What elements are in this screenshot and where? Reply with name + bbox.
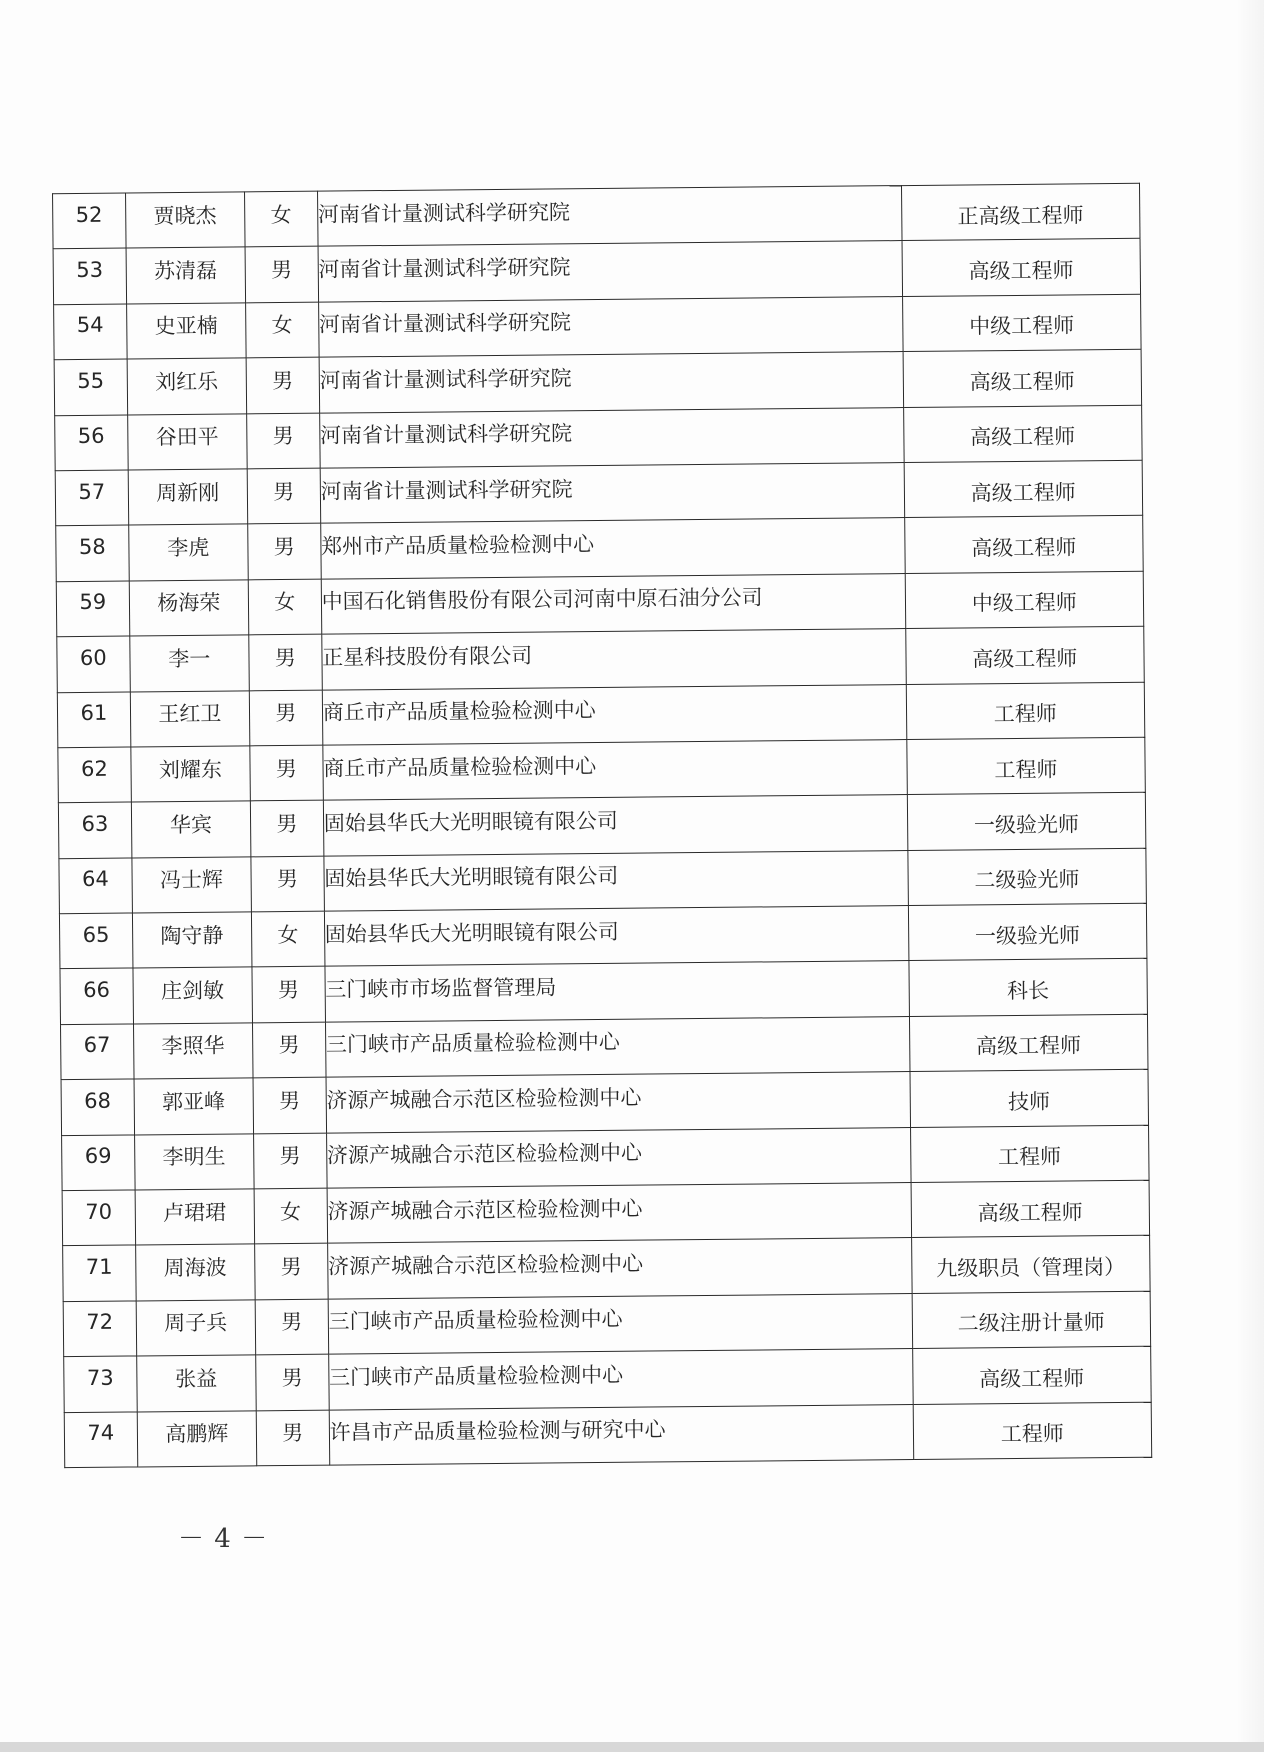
job-title-cell	[912, 1291, 1151, 1349]
person-sex: 男	[272, 424, 294, 449]
person-name-cell	[134, 1133, 254, 1190]
organization-cell	[327, 1238, 911, 1299]
person-name-cell	[129, 580, 249, 637]
row-number-cell	[61, 1024, 134, 1080]
job-title: 高级工程师	[975, 1033, 1082, 1059]
row-number: 64	[81, 866, 109, 892]
person-name: 华宾	[169, 812, 213, 838]
job-title-cell	[908, 903, 1147, 961]
person-name-cell	[130, 635, 250, 692]
person-name-cell	[132, 912, 252, 969]
person-sex-cell	[256, 1354, 329, 1410]
job-title-cell	[902, 239, 1141, 297]
person-name-cell	[126, 247, 246, 304]
person-name: 李照华	[161, 1034, 225, 1059]
person-sex: 男	[275, 701, 297, 726]
person-name: 张益	[175, 1366, 218, 1391]
person-name-cell	[128, 469, 248, 526]
person-name: 刘耀东	[158, 757, 223, 782]
organization-cell	[325, 961, 909, 1022]
organization: 商丘市产品质量检验检测中心	[322, 698, 596, 725]
row-number-cell	[64, 1356, 137, 1412]
table-row	[57, 626, 1144, 692]
person-name-cell	[133, 1023, 253, 1080]
organization-cell	[327, 1183, 911, 1244]
organization: 河南省计量测试科学研究院	[320, 476, 573, 504]
job-title-cell	[912, 1346, 1151, 1404]
person-sex-cell	[248, 579, 321, 635]
row-number: 72	[86, 1310, 114, 1335]
person-name-cell	[130, 690, 250, 747]
organization: 固始县华氏大光明眼镜有限公司	[323, 808, 618, 836]
personnel-table	[52, 183, 1152, 1468]
person-name: 王红卫	[158, 701, 222, 727]
row-number-cell	[58, 747, 131, 803]
person-name: 谷田平	[155, 424, 219, 450]
row-number: 73	[86, 1365, 114, 1390]
job-title: 高级工程师	[977, 1200, 1083, 1226]
table-row	[54, 349, 1141, 415]
row-number-cell	[62, 1135, 135, 1191]
person-sex-cell	[253, 1077, 326, 1133]
job-title-cell	[906, 737, 1145, 795]
table-row	[53, 183, 1140, 249]
organization: 三门峡市产品质量检验检测中心	[328, 1307, 623, 1335]
row-number-cell	[64, 1412, 137, 1468]
organization-cell	[322, 684, 906, 745]
person-name-cell	[134, 1078, 254, 1135]
table-row	[64, 1402, 1151, 1468]
row-number: 71	[85, 1254, 113, 1279]
row-number: 61	[80, 700, 108, 726]
organization-cell	[324, 850, 908, 911]
row-number: 68	[84, 1088, 112, 1113]
row-number-cell	[57, 692, 130, 748]
row-number: 63	[81, 811, 109, 836]
table-row	[63, 1236, 1150, 1302]
personnel-table-body	[53, 183, 1152, 1467]
row-number-cell	[61, 1079, 134, 1135]
person-sex: 女	[274, 590, 296, 615]
table-row	[64, 1346, 1151, 1412]
row-number-cell	[60, 968, 133, 1024]
table-row	[53, 239, 1140, 305]
organization-cell	[323, 795, 907, 856]
job-title: 高级工程师	[971, 535, 1077, 561]
organization-cell	[321, 573, 905, 634]
job-title-cell	[906, 682, 1145, 740]
organization: 中国石化销售股份有限公司河南中原石油分公司	[321, 585, 763, 614]
organization-cell	[324, 906, 908, 967]
organization: 河南省计量测试科学研究院	[319, 366, 572, 393]
person-name-cell	[128, 524, 248, 581]
person-name: 杨海荣	[157, 590, 221, 616]
person-sex-cell	[256, 1410, 329, 1466]
organization: 河南省计量测试科学研究院	[318, 255, 571, 282]
row-number: 58	[78, 534, 106, 559]
person-name: 卢珺珺	[163, 1200, 227, 1225]
organization: 固始县华氏大光明眼镜有限公司	[324, 919, 619, 947]
organization: 济源产城融合示范区检验检测中心	[326, 1085, 642, 1113]
person-name: 高鹏辉	[165, 1421, 229, 1447]
job-title-cell	[907, 793, 1146, 851]
organization-cell	[320, 518, 904, 579]
person-name-cell	[132, 857, 252, 914]
job-title-cell	[901, 183, 1140, 241]
job-title-cell	[905, 626, 1144, 684]
organization: 正星科技股份有限公司	[322, 643, 533, 670]
person-name-cell	[127, 358, 247, 415]
organization: 河南省计量测试科学研究院	[319, 421, 573, 448]
person-name-cell	[127, 413, 247, 470]
organization-cell	[326, 1127, 910, 1188]
person-name-cell	[133, 967, 253, 1024]
organization-cell	[328, 1293, 912, 1354]
job-title: 正高级工程师	[957, 202, 1084, 229]
person-sex: 男	[276, 867, 299, 892]
row-number: 52	[75, 202, 103, 227]
table-row	[56, 571, 1143, 637]
job-title-cell	[909, 959, 1148, 1017]
organization: 三门峡市产品质量检验检测中心	[328, 1362, 624, 1390]
person-sex: 女	[277, 922, 299, 947]
person-name-cell	[135, 1244, 255, 1301]
job-title: 高级工程师	[979, 1366, 1085, 1392]
person-name: 陶守静	[160, 923, 224, 948]
person-sex: 男	[281, 1365, 303, 1390]
job-title: 一级验光师	[974, 923, 1081, 949]
organization-cell	[328, 1349, 912, 1410]
row-number-cell	[63, 1301, 136, 1357]
person-sex: 男	[270, 257, 293, 283]
job-title: 工程师	[997, 1144, 1062, 1170]
row-number-cell	[53, 193, 126, 249]
person-sex: 男	[277, 977, 300, 1003]
organization-cell	[319, 407, 903, 468]
person-sex: 女	[271, 313, 293, 338]
person-name-cell	[136, 1355, 256, 1412]
job-title: 二级验光师	[974, 867, 1080, 893]
job-title: 高级工程师	[969, 369, 1075, 395]
row-number: 57	[78, 479, 106, 504]
job-title: 中级工程师	[969, 313, 1075, 339]
row-number: 60	[79, 645, 107, 670]
job-title-cell	[911, 1180, 1150, 1238]
table-row	[63, 1291, 1150, 1357]
row-number-cell	[55, 470, 128, 526]
job-title: 九级职员（管理岗）	[936, 1254, 1126, 1281]
organization: 商丘市产品质量检验检测中心	[323, 753, 597, 781]
person-sex: 男	[273, 479, 295, 504]
organization-cell	[317, 186, 901, 247]
person-sex-cell	[249, 690, 322, 746]
row-number-cell	[56, 581, 129, 637]
job-title: 一级验光师	[973, 812, 1080, 838]
row-number: 66	[83, 977, 111, 1003]
organization-cell	[319, 352, 903, 413]
row-number-cell	[63, 1245, 136, 1301]
job-title: 中级工程师	[971, 590, 1077, 616]
person-name-cell	[135, 1189, 255, 1246]
person-sex-cell	[249, 634, 322, 690]
person-name-cell	[126, 303, 246, 360]
person-name: 李一	[168, 646, 211, 671]
person-sex: 男	[272, 368, 294, 393]
person-sex: 男	[282, 1421, 304, 1446]
person-sex-cell	[255, 1299, 328, 1355]
organization-cell	[318, 241, 902, 302]
person-sex-cell	[247, 413, 320, 469]
person-sex-cell	[250, 745, 323, 801]
person-sex: 男	[279, 1144, 301, 1169]
row-number-cell	[54, 359, 127, 415]
table-row	[59, 848, 1146, 914]
row-number: 59	[79, 590, 107, 615]
person-sex: 男	[281, 1310, 303, 1335]
person-sex: 男	[276, 811, 298, 836]
person-sex-cell	[251, 911, 324, 967]
organization: 河南省计量测试科学研究院	[317, 199, 571, 227]
person-sex-cell	[254, 1188, 327, 1244]
person-sex-cell	[252, 1022, 325, 1078]
table-row	[62, 1180, 1149, 1246]
person-name: 史亚楠	[154, 314, 218, 339]
table-row	[60, 959, 1147, 1025]
organization-cell	[329, 1404, 913, 1465]
organization: 济源产城融合示范区检验检测中心	[326, 1140, 643, 1168]
job-title: 工程师	[1000, 1421, 1064, 1447]
row-number: 70	[85, 1199, 113, 1224]
organization: 许昌市产品质量检验检测与研究中心	[329, 1417, 666, 1445]
person-sex-cell	[255, 1244, 328, 1300]
person-sex: 男	[280, 1254, 302, 1280]
organization-cell	[323, 739, 907, 800]
person-name: 周子兵	[164, 1310, 228, 1336]
row-number: 69	[84, 1143, 112, 1169]
person-sex-cell	[251, 856, 324, 912]
row-number-cell	[58, 802, 131, 858]
row-number: 53	[76, 257, 104, 282]
person-sex-cell	[253, 1133, 326, 1189]
job-title-cell	[905, 571, 1144, 629]
person-sex: 男	[278, 1033, 300, 1058]
person-name: 贾晓杰	[153, 203, 217, 228]
person-name-cell	[131, 801, 251, 858]
page-number: － 4 －	[178, 1524, 269, 1554]
person-name: 冯士辉	[159, 867, 224, 893]
table-row	[57, 682, 1144, 748]
row-number-cell	[59, 858, 132, 914]
row-number: 65	[82, 922, 110, 947]
organization: 郑州市产品质量检验检测中心	[320, 531, 595, 559]
person-sex: 男	[278, 1088, 301, 1113]
job-title-cell	[902, 294, 1141, 352]
job-title-cell	[903, 349, 1142, 407]
scan-shadow-edge	[1236, 0, 1264, 1752]
person-name: 刘红乐	[155, 369, 219, 395]
job-title: 高级工程师	[968, 258, 1074, 284]
organization-cell	[318, 296, 902, 357]
job-title-cell	[904, 516, 1143, 574]
person-sex-cell	[247, 468, 320, 524]
person-name: 李明生	[162, 1144, 226, 1170]
table-row	[59, 903, 1146, 969]
table-row	[56, 516, 1143, 582]
row-number-cell	[54, 304, 127, 360]
job-title-cell	[904, 460, 1143, 518]
person-name: 苏清磊	[153, 258, 218, 284]
job-title: 工程师	[994, 757, 1058, 782]
job-title: 技师	[1007, 1089, 1051, 1114]
job-title-cell	[911, 1236, 1150, 1294]
person-name: 周新刚	[156, 480, 220, 505]
job-title-cell	[907, 848, 1146, 906]
person-name: 周海波	[163, 1255, 227, 1281]
organization-cell	[325, 1016, 909, 1077]
person-sex: 男	[275, 756, 297, 781]
person-sex: 男	[274, 645, 296, 670]
row-number: 74	[87, 1420, 115, 1446]
organization: 河南省计量测试科学研究院	[318, 310, 572, 338]
row-number-cell	[62, 1190, 135, 1246]
person-name: 庄剑敏	[160, 978, 225, 1004]
person-name-cell	[131, 746, 251, 803]
person-sex-cell	[245, 247, 318, 303]
row-number: 56	[77, 423, 105, 449]
job-title: 高级工程师	[972, 646, 1078, 672]
organization: 济源产城融合示范区检验检测中心	[327, 1251, 644, 1279]
table-row	[54, 294, 1141, 360]
job-title: 高级工程师	[970, 424, 1076, 450]
person-name-cell	[136, 1300, 256, 1357]
row-number-cell	[53, 248, 126, 304]
person-sex: 女	[279, 1199, 302, 1224]
organization-cell	[321, 629, 905, 690]
person-sex-cell	[246, 357, 319, 413]
row-number-cell	[59, 913, 132, 969]
row-number-cell	[56, 525, 129, 581]
row-number-cell	[55, 415, 128, 471]
job-title-cell	[913, 1402, 1152, 1460]
row-number-cell	[57, 636, 130, 692]
person-sex-cell	[246, 302, 319, 358]
organization: 三门峡市市场监督管理局	[325, 975, 557, 1002]
person-sex-cell	[248, 524, 321, 580]
organization: 三门峡市产品质量检验检测中心	[325, 1030, 620, 1058]
organization-cell	[320, 463, 904, 524]
person-name-cell	[125, 192, 245, 249]
person-name-cell	[137, 1410, 257, 1467]
row-number: 62	[80, 756, 108, 781]
organization: 济源产城融合示范区检验检测中心	[327, 1196, 643, 1224]
job-title-cell	[910, 1125, 1149, 1183]
row-number: 54	[76, 313, 104, 338]
person-name: 郭亚峰	[161, 1089, 226, 1115]
person-name: 李虎	[167, 535, 210, 561]
job-title: 二级注册计量师	[957, 1310, 1105, 1336]
job-title-cell	[910, 1069, 1149, 1127]
job-title: 工程师	[993, 701, 1057, 727]
job-title-cell	[903, 405, 1142, 463]
row-number: 55	[77, 368, 105, 393]
person-sex: 男	[273, 534, 295, 560]
person-sex: 女	[270, 202, 292, 227]
job-title: 科长	[1006, 978, 1050, 1004]
job-title-cell	[909, 1014, 1148, 1072]
table-row	[61, 1014, 1148, 1080]
scan-bottom-edge	[0, 1742, 1264, 1752]
person-sex-cell	[250, 800, 323, 856]
person-sex-cell	[244, 191, 317, 247]
row-number: 67	[83, 1033, 111, 1058]
organization: 固始县华氏大光明眼镜有限公司	[324, 864, 619, 891]
person-sex-cell	[252, 967, 325, 1023]
organization-cell	[326, 1072, 910, 1133]
job-title: 高级工程师	[970, 479, 1076, 505]
